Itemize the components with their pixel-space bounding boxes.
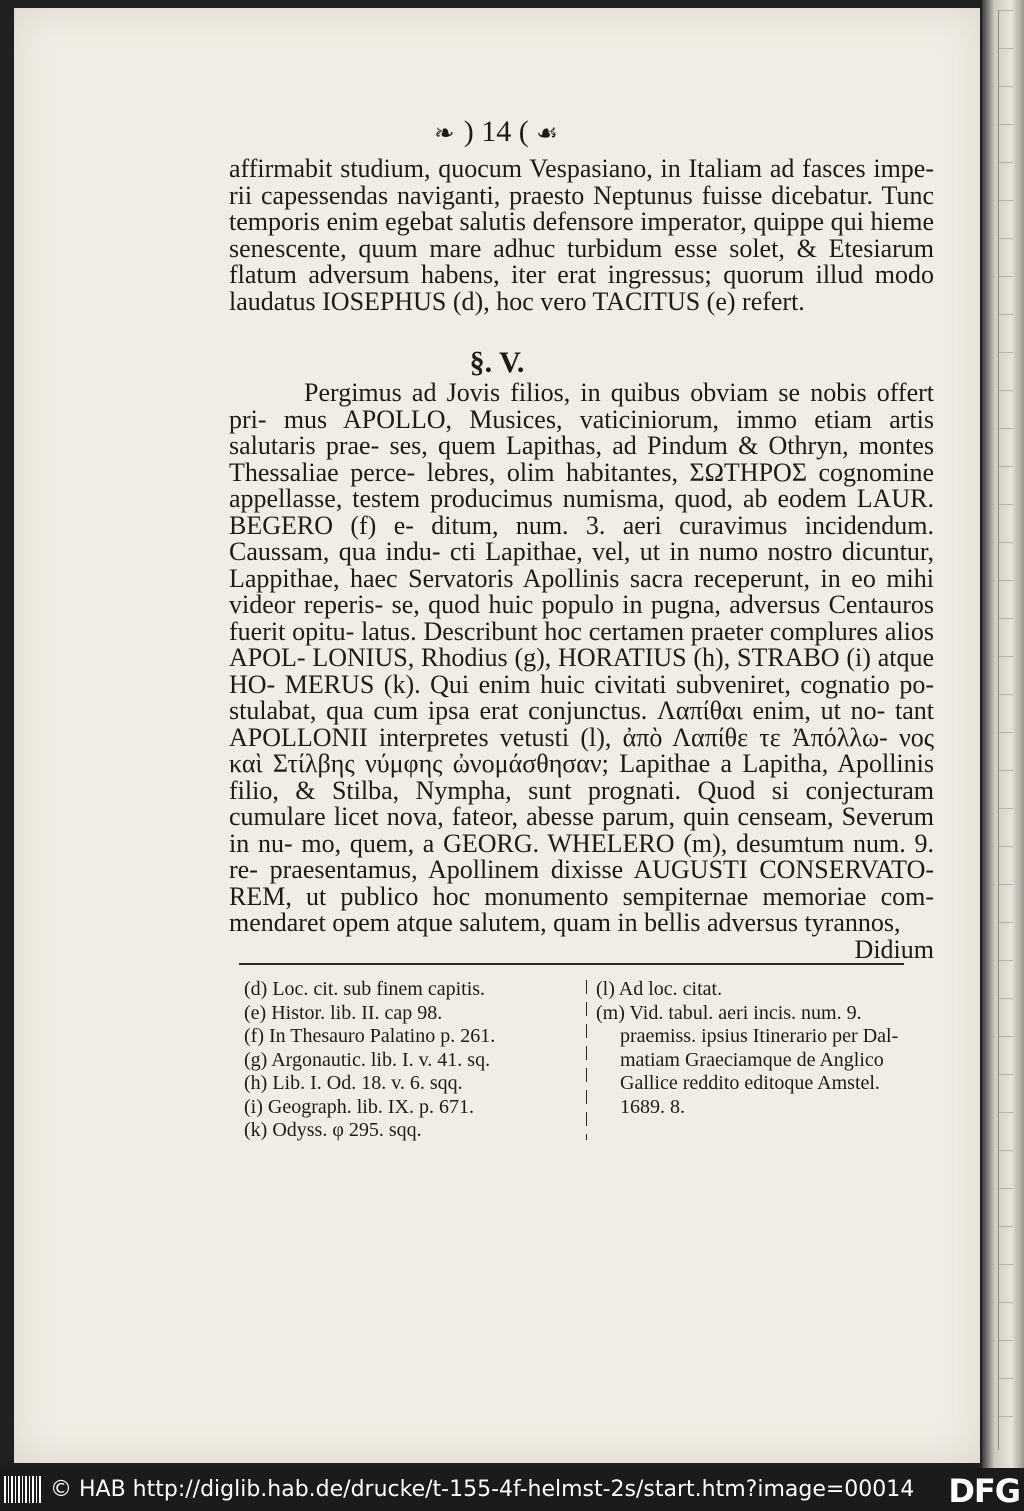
text-line: Servatoris Apollinis sacra receperunt, in eo mihi videor reperis-	[229, 563, 934, 619]
text-line: cti Lapithae, vel, ut in numo nostro dicuntur, Lappithae, haec	[229, 537, 934, 593]
text-line: mendaret opem atque salutem, quam in bellis adversus tyrannos,	[229, 908, 901, 937]
footnote-column-divider	[586, 980, 587, 1140]
ornament-left-icon: ❧	[434, 121, 457, 147]
text-line: latus. Describunt hoc certamen praeter complures alios APOL-	[229, 616, 935, 672]
edge-ruler	[998, 10, 1013, 1450]
text-line: lebres, olim habitantes, ΣΩΤΗΡΟΣ cognomine appellasse, testem	[229, 457, 935, 513]
text-line: senescente, quum mare adhuc turbidum esse solet, & Etesiarum	[229, 233, 934, 263]
footnotes-left	[244, 978, 574, 1143]
dfg-logo: DFG	[948, 1472, 1020, 1510]
footnote: (e) Histor. lib. II. cap 98.	[244, 1001, 443, 1024]
footnote: (l) Ad loc. citat.	[596, 978, 723, 1000]
footnote: (i) Geograph. lib. IX. p. 671.	[244, 1095, 474, 1118]
text-line: Pergimus ad Jovis filios, in quibus obviam se nobis offert pri-	[229, 378, 934, 434]
text-line: νος καὶ Στίλβης νύμφης ὠνομάσθησαν; Lapithae a Lapitha, Apollinis filio,	[229, 722, 935, 805]
footer-bar	[0, 1468, 1024, 1511]
ornament-right-icon: ☙	[536, 121, 560, 147]
text-line: ses, quem Lapithas, ad Pindum & Othryn, montes Thessaliae perce-	[229, 431, 934, 487]
source-link[interactable]: © HAB http://diglib.hab.de/drucke/t-155-4f-helmst-2s/start.htm?image=00014	[50, 1477, 915, 1502]
text-line: temporis enim egebat salutis defensore imperator, quippe qui hieme	[229, 207, 934, 236]
section-heading: §. V.	[469, 346, 525, 379]
footnotes-right	[596, 978, 941, 1119]
page-header	[14, 115, 980, 149]
text-line: MERUS (k). Qui enim huic civitati subveniret, cognatio po-	[284, 669, 934, 699]
footnote-continuation: praemiss. ipsius Itinerario per Dal-	[620, 1025, 899, 1047]
text-line: producimus numisma, quod, ab eodem LAUR. BEGERO (f) e-	[229, 484, 934, 540]
text-line: mus APOLLO, Musices, vaticiniorum, immo etiam artis salutaris prae-	[229, 404, 934, 460]
barcode-icon	[4, 1476, 42, 1503]
paragraph-main	[229, 380, 934, 963]
text-line: praesentamus, Apollinem dixisse AUGUSTI CONSERVATO-	[269, 855, 934, 884]
text-line: mo, quem, a GEORG. WHELERO (m), desumtum num. 9. re-	[229, 828, 934, 884]
text-line: flatum adversum habens, iter erat ingressus; quorum illud modo	[229, 260, 934, 289]
footnote-continuation: matiam Graeciamque de Anglico	[620, 1048, 884, 1071]
footnote-continuation: 1689. 8.	[620, 1095, 685, 1118]
page-sheet	[14, 8, 980, 1463]
paragraph-top	[229, 156, 934, 315]
book-edge	[982, 0, 1024, 1468]
footnote: (k) Odyss. φ 295. sqq.	[244, 1119, 422, 1141]
text-line: & Stilba, Nympha, sunt prognati. Quod si conjecturam cumulare	[229, 775, 934, 831]
text-line: licet nova, fateor, abesse parum, quin censeam, Severum in nu-	[229, 802, 935, 858]
footnote-continuation: Gallice reddito editoque Amstel.	[620, 1072, 880, 1094]
footnote: (d) Loc. cit. sub finem capitis.	[244, 978, 486, 1000]
catchword: Didium	[854, 934, 934, 964]
footnote: (g) Argonautic. lib. I. v. 41. sq.	[244, 1048, 491, 1071]
text-line: tant APOLLONII interpretes vetusti (l), ἀπὸ Λαπίθε τε Ἀπόλλω-	[229, 696, 935, 752]
footnote-divider	[239, 963, 904, 965]
footnote: (m) Vid. tabul. aeri incis. num. 9.	[596, 1001, 862, 1024]
text-line: affirmabit studium, quocum Vespasiano, in Italiam ad fasces impe-	[229, 154, 934, 183]
text-line: ditum, num. 3. aeri curavimus incidendum. Caussam, qua indu-	[229, 510, 934, 566]
text-line: stulabat, qua cum ipsa erat conjunctus. Λαπίθαι enim, ut no-	[229, 696, 886, 725]
text-line: rii capessendas naviganti, praesto Neptunus fuisse dicebatur. Tunc	[229, 180, 934, 210]
text-line: LONIUS, Rhodius (g), HORATIUS (h), STRABO (i) atque HO-	[229, 643, 935, 699]
text-line: laudatus IOSEPHUS (d), hoc vero TACITUS (e) refert.	[229, 286, 805, 316]
text-line: REM, ut publico hoc monumento sempiternae memoriae com-	[229, 881, 934, 911]
footnote: (h) Lib. I. Od. 18. v. 6. sqq.	[244, 1072, 463, 1094]
footnote: (f) In Thesauro Palatino p. 261.	[244, 1025, 496, 1047]
text-line: se, quod huic populo in pugna, adversus Centauros fuerit opitu-	[229, 590, 934, 646]
page-number: ) 14 (	[463, 115, 529, 148]
